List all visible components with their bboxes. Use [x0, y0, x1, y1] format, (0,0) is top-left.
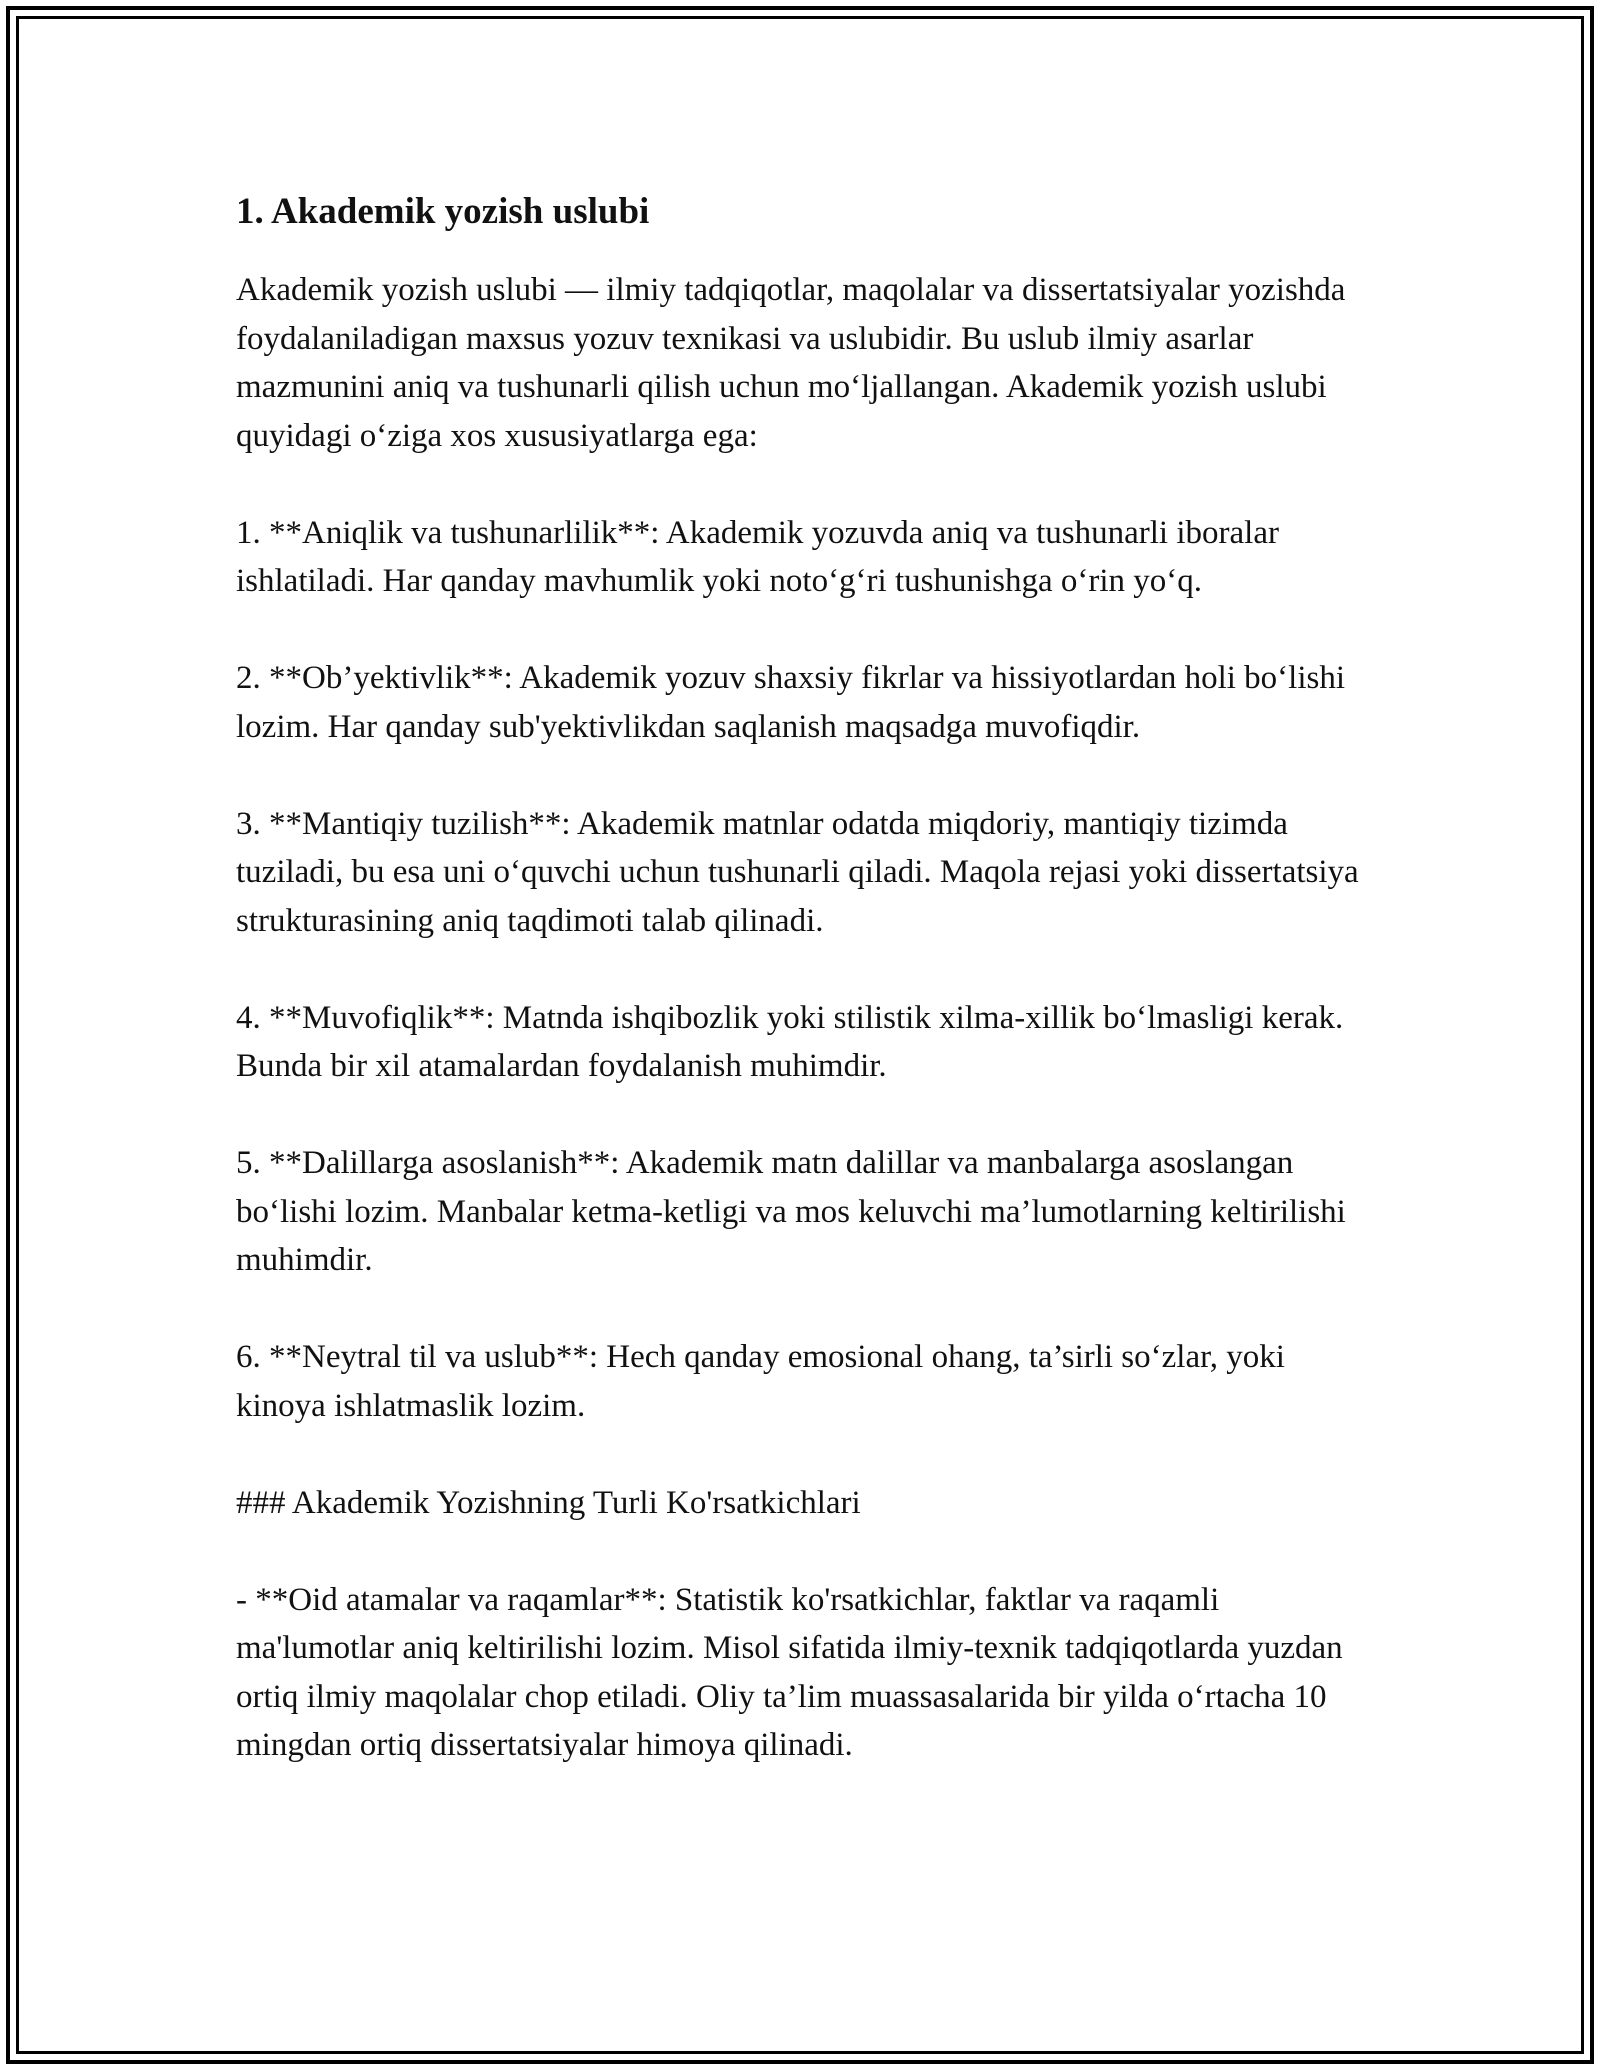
- paragraph-spacer: [236, 460, 1376, 509]
- list-item-muvofiqlik: 4. **Muvofiqlik**: Matnda ishqibozlik yoki stilistik xilma-xillik bo‘lmasligi kerak. Bunda bir xil atamalardan foydalanish muhimdir.: [236, 999, 1344, 1084]
- paragraph-spacer: [236, 1527, 1376, 1576]
- list-item-aniqlik: 1. **Aniqlik va tushunarlilik**: Akademik yozuvda aniq va tushunarli iboralar ishlatiladi. Har qanday mavhumlik yoki noto‘g‘ri tushunishga o‘rin yo‘q.: [236, 514, 1279, 599]
- paragraph-spacer: [236, 1285, 1376, 1334]
- document-title: 1. Akademik yozish uslubi: [236, 191, 650, 232]
- paragraph-spacer: [236, 1091, 1376, 1140]
- paragraph-spacer: [236, 606, 1376, 655]
- list-item-neytral-til: 6. **Neytral til va uslub**: Hech qanday emosional ohang, ta’sirli so‘zlar, yoki kinoya ishlatmaslik lozim.: [236, 1339, 1285, 1424]
- list-item-obyektivlik: 2. **Ob’yektivlik**: Akademik yozuv shaxsiy fikrlar va hissiyotlardan holi bo‘lishi lozim. Har qanday sub'yektivlikdan saqlanish maqsadga muvofiqdir.: [236, 660, 1346, 745]
- paragraph-spacer: [236, 1430, 1376, 1479]
- document-body: [236, 188, 1376, 1770]
- paragraph-spacer: [236, 751, 1376, 800]
- intro-paragraph: Akademik yozish uslubi — ilmiy tadqiqotlar, maqolalar va dissertatsiyalar yozishda foydalaniladigan maxsus yozuv texnikasi va uslubidir. Bu uslub ilmiy asarlar mazmunini aniq va tushunarli qilish uchun mo‘ljallangan. Akademik yozish uslubi quyidagi o‘ziga xos xususiyatlarga ega:: [236, 272, 1346, 454]
- bullet-item-oid-atamalar: - **Oid atamalar va raqamlar**: Statistik ko'rsatkichlar, faktlar va raqamli ma'lumotlar aniq keltirilishi lozim. Misol sifatida ilmiy-texnik tadqiqotlarda yuzdan ortiq ilmiy maqolalar chop etiladi. Oliy ta’lim muassasalarida bir yilda o‘rtacha 10 mingdan ortiq dissertatsiyalar himoya qilinadi.: [236, 1581, 1343, 1763]
- list-item-dalillarga-asoslanish: 5. **Dalillarga asoslanish**: Akademik matn dalillar va manbalarga asoslangan bo‘lishi lozim. Manbalar ketma-ketligi va mos keluvchi ma’lumotlarning keltirilishi muhimdir.: [236, 1145, 1346, 1278]
- list-item-mantiqiy-tuzilish: 3. **Mantiqiy tuzilish**: Akademik matnlar odatda miqdoriy, mantiqiy tizimda tuziladi, bu esa uni o‘quvchi uchun tushunarli qiladi. Maqola rejasi yoki dissertatsiya strukturasining aniq taqdimoti talab qilinadi.: [236, 805, 1359, 939]
- section-heading-korsatkichlar: ### Akademik Yozishning Turli Ko'rsatkichlari: [236, 1484, 861, 1521]
- paragraph-spacer: [236, 945, 1376, 994]
